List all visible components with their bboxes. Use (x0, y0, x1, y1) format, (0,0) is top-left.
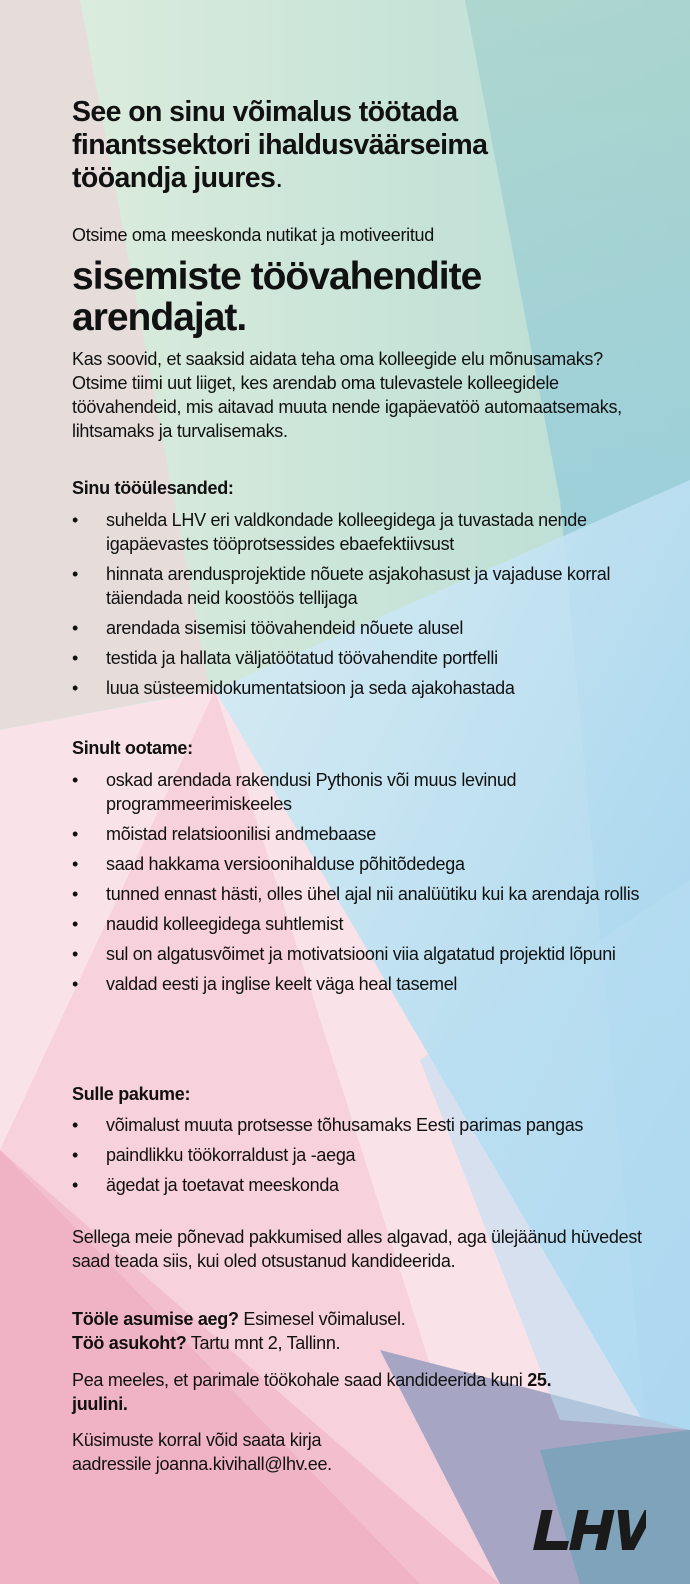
contact-line-1: Küsimuste korral võid saata kirja (72, 1430, 322, 1450)
start-value: Esimesel võimalusel. (238, 1309, 406, 1329)
list-item: • võimalust muuta protsesse tõhusamaks Eesti parimas pangas (72, 1113, 672, 1137)
headline (72, 96, 592, 195)
list-item: • arendada sisemisi töövahendeid nõuete alusel (72, 616, 672, 640)
location-value: Tartu mnt 2, Tallinn. (186, 1333, 341, 1353)
deadline-date: 25. juulini. (72, 1370, 552, 1414)
list-item: • sul on algatusvõimet ja motivatsiooni viia algatatud projektid lõpuni (72, 942, 672, 966)
contact-line-2: aadressile joanna.kivihall@lhv.ee. (72, 1454, 332, 1474)
offer-list (72, 1113, 672, 1203)
contact-text (72, 1428, 372, 1476)
lhv-logo (526, 1508, 646, 1552)
tasks-title: Sinu tööülesanded: (72, 478, 234, 498)
headline-line-3: tööandja juures (72, 162, 276, 194)
list-item: • naudid kolleegidega suhtlemist (72, 912, 672, 936)
lead-paragraph: Kas soovid, et saaksid aidata teha oma kolleegide elu mõnusamaks? Otsime tiimi uut liiget, kes arendab oma tulevastele kolleegidele töövahendeid, mis aitavad muuta nende igapäevatöö automaatsemaks, lihtsamaks ja turvalisemaks. (72, 349, 622, 441)
list-item: • suhelda LHV eri valdkondade kolleegidega ja tuvastada nende igapäevastes tööprotsessides ebaefektiivsust (72, 508, 672, 556)
requirements-title: Sinult ootame: (72, 738, 193, 758)
offer-title: Sulle pakume: (72, 1084, 191, 1104)
intro-text: Otsime oma meeskonda nutikat ja motiveeritud (72, 225, 434, 245)
deadline-note: Pea meeles, et parimale töökohale saad kandideerida kuni (72, 1370, 528, 1390)
list-item: • valdad eesti ja inglise keelt väga heal tasemel (72, 972, 672, 996)
deadline-text (72, 1368, 552, 1416)
list-item: • paindlikku töökorraldust ja -aega (72, 1143, 672, 1167)
list-item: • hinnata arendusprojektide nõuete asjakohasust ja vajaduse korral täiendada neid koostöös tellijaga (72, 562, 672, 610)
list-item: • tunned ennast hästi, olles ühel ajal nii analüütiku kui ka arendaja rollis (72, 882, 672, 906)
list-item: • saad hakkama versioonihalduse põhitõdedega (72, 852, 672, 876)
headline-line-2: finantssektori ihaldusväärseima (72, 129, 488, 161)
tasks-list (72, 508, 672, 706)
list-item: • testida ja hallata väljatöötatud töövahendite portfelli (72, 646, 672, 670)
closing-paragraph: Sellega meie põnevad pakkumised alles algavad, aga ülejäänud hüvedest saad teada siis, kui oled otsustanud kandideerida. (72, 1227, 642, 1271)
list-item: • luua süsteemidokumentatsioon ja seda ajakohastada (72, 676, 672, 700)
headline-dot: . (275, 162, 283, 194)
position-title-line-1: sisemiste töövahendite (72, 255, 482, 298)
list-item: • oskad arendada rakendusi Pythonis või muus levinud programmeerimiskeeles (72, 768, 672, 816)
requirements-list (72, 768, 672, 1002)
job-facts (72, 1307, 405, 1355)
position-title-line-2: arendajat. (72, 296, 247, 339)
location-label: Töö asukoht? (72, 1333, 187, 1353)
headline-line-1: See on sinu võimalus töötada (72, 96, 458, 128)
list-item: • ägedat ja toetavat meeskonda (72, 1173, 672, 1197)
position-title (72, 256, 632, 338)
start-label: Tööle asumise aeg? (72, 1309, 239, 1329)
list-item: • mõistad relatsioonilisi andmebaase (72, 822, 672, 846)
